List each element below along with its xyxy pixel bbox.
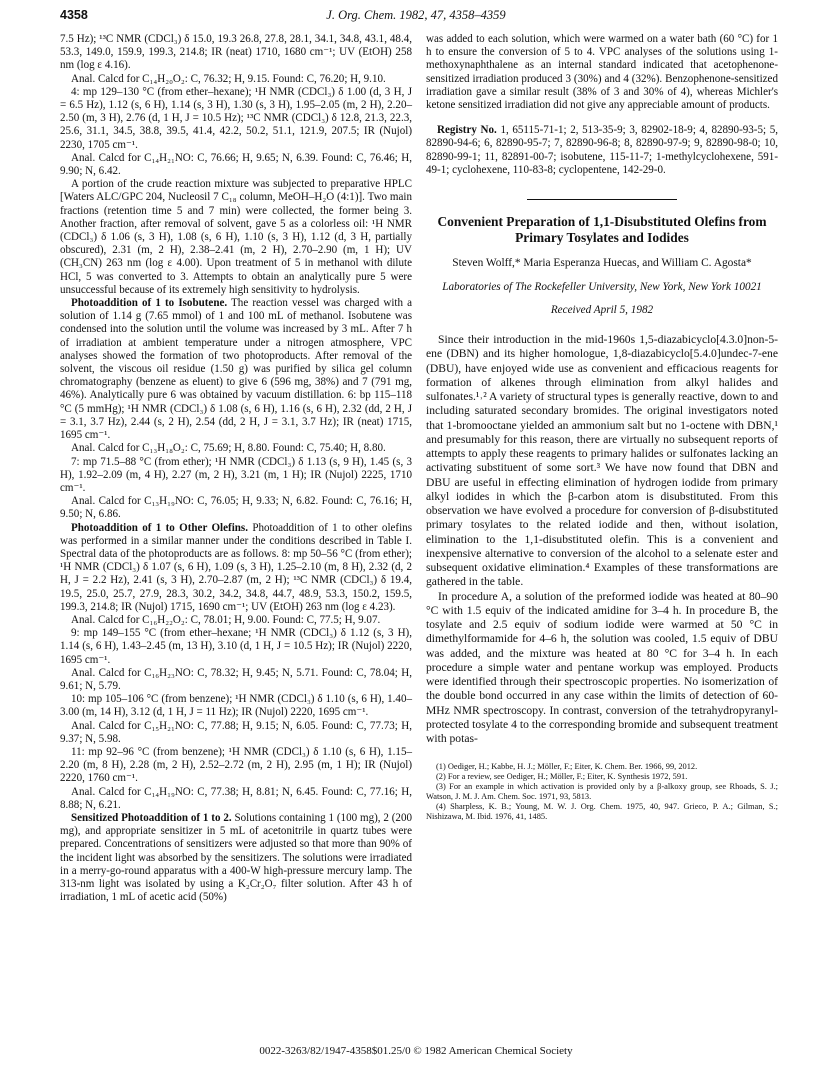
section-heading: Photoaddition of 1 to Other Olefins. <box>71 521 248 534</box>
paragraph: 11: mp 92–96 °C (from benzene); ¹H NMR (CDCl₃) δ 1.10 (s, 6 H), 1.15–2.20 (m, 8 H), 2.28 (m, 2 H), 2.52–2.72 (m, 2 H), 2.95 (m, 1 H); IR (Nujol) 2220, 1760 cm⁻¹. <box>60 745 412 785</box>
section-paragraph <box>60 812 412 904</box>
article-authors: Steven Wolff,* Maria Esperanza Huecas, and William C. Agosta* <box>452 257 752 270</box>
section-text: Solutions containing 1 (100 mg), 2 (200 mg), and appropriate sensitizer in 5 mL of acetonitrile in quartz tubes were prepared. Concentrations of sensitizers were adjusted so that more than 90% of the incident light was absorbed by the sensitizers. The solutions were irradiated in a merry-go-round apparatus with a 400-W high-pressure mercury lamp. The 313-nm light was isolated by using a K₂Cr₂O₇ filter solution. After 43 h of irradiation, 1 mL of acetic acid (50%) <box>60 811 412 904</box>
paragraph: 10: mp 105–106 °C (from benzene); ¹H NMR (CDCl₃) δ 1.10 (s, 6 H), 1.40–3.00 (m, 14 H), 3.12 (d, 1 H, J = 11 Hz); IR (Nujol) 2220, 1695 cm⁻¹. <box>60 693 412 719</box>
paragraph: Anal. Calcd for C₁₄H₁₉NO: C, 77.38; H, 8.81; N, 6.45. Found: C, 77.16; H, 8.88; N, 6.21. <box>60 785 412 811</box>
page-number: 4358 <box>60 8 88 22</box>
article-body <box>426 333 778 746</box>
paragraph: Anal. Calcd for C₁₄H₂₁NO: C, 76.66; H, 9.65; N, 6.39. Found: C, 76.46; H, 9.90; N, 6.42. <box>60 151 412 178</box>
paragraph: Anal. Calcd for C₁₅H₂₁NO: C, 77.88; H, 9.15; N, 6.05. Found: C, 77.73; H, 9.37; N, 5.98. <box>60 719 412 745</box>
paragraph: Anal. Calcd for C₁₃H₁₉NO: C, 76.05; H, 9.33; N, 6.82. Found: C, 76.16; H, 9.50; N, 6.86. <box>60 495 412 521</box>
registry-numbers <box>426 124 778 177</box>
article-title: Convenient Preparation of 1,1-Disubstituted Olefins from Primary Tosylates and Iodides <box>437 214 767 246</box>
footnote: (4) Sharpless, K. B.; Young, M. W. J. Org. Chem. 1975, 40, 947. Grieco, P. A.; Gilman, S.; Nishizawa, M. Ibid. 1976, 41, 1485. <box>426 802 778 822</box>
received-date: Received April 5, 1982 <box>550 304 654 317</box>
paragraph: was added to each solution, which were warmed on a water bath (60 °C) for 1 h to ensure the conversion of 5 to 4. VPC analyses of the solutions using 1-methoxynaphthalene as an internal standard indicated that acetophenone-sensitized irradiation produced 3 (30%) and 4 (32%). Benzophenone-sensitized irradiation gave a similar result (38% of 3 and 30% of 4), whereas Michler's ketone sensitized irradiation did not give any appreciable amount of products. <box>426 33 778 112</box>
footnote: (1) Oediger, H.; Kabbe, H. J.; Möller, F.; Eiter, K. Chem. Ber. 1966, 99, 2012. <box>436 762 698 772</box>
registry-label: Registry No. <box>437 124 497 137</box>
paragraph: Anal. Calcd for C₁₄H₂₀O₂: C, 76.32; H, 9.15. Found: C, 76.20; H, 9.10. <box>71 72 386 85</box>
footnote: (2) For a review, see Oediger, H.; Möller, F.; Eiter, K. Synthesis 1972, 591. <box>436 772 688 782</box>
running-header <box>60 8 772 28</box>
paragraph: In procedure A, a solution of the preformed iodide was heated at 80–90 °C with 1.5 equiv of the indicated amidine for 3–4 h. In procedure B, the tosylate and 2.5 equiv of sodium iodide were warmed at 50 °C in dimethylformamide for 4–6 h, the solution was cooled, 1.5 equiv of DBU was added, and the mixture was heated at 80 °C for 3–4 h. In each procedure a simple water and pentane workup was employed. Products were identified through their spectroscopic properties. No isomerization of the double bond occurred in any case within the limits of detection of 60-MHz NMR spectroscopy. In contrast, conversion of the tetrahydropyranyl-protected tosylate 4 to the corresponding bromide and subsequent treatment with potas- <box>426 589 778 746</box>
section-heading: Sensitized Photoaddition of 1 to 2. <box>71 811 232 824</box>
footnotes <box>426 762 778 822</box>
article-affiliation: Laboratories of The Rockefeller University, New York, New York 10021 <box>442 281 762 294</box>
paragraph: Anal. Calcd for C₁₆H₂₃NO: C, 78.32; H, 9.45; N, 5.71. Found: C, 78.04; H, 9.61; N, 5.79. <box>60 666 412 692</box>
paragraph: 7: mp 71.5–88 °C (from ether); ¹H NMR (CDCl₃) δ 1.13 (s, 9 H), 1.45 (s, 3 H), 1.92–2.09 (m, 4 H), 2.27 (m, 2 H), 3.21 (m, 1 H); IR (Nujol) 2225, 1710 cm⁻¹. <box>60 455 412 494</box>
paragraph: Since their introduction in the mid-1960s 1,5-diazabicyclo[4.3.0]non-5-ene (DBN) and its higher homologue, 1,8-diazabicyclo[5.4.0]undec-7-ene (DBU), have enjoyed wide use as convenient and efficacious reagents for formation of alkenes through elimination from alkyl halides and sulfonates.¹˒² A variety of structural types is generally reactive, down to and including saturated secondary bromides. The original investigators noted that 1-bromooctane yielded an ammonium salt but no 1-octene with DBN,¹ and presumably for this reason, there are virtually no subsequent reports of attempts to apply these reagents to primary halides or sulfonates lacking an activating substituent of some sort.³ We have now found that DBN and DBU are useful in effecting elimination of hydrogen iodide from primary alkyl iodides in which the β-carbon atom is disubstituted. From this observation we have evolved a procedure for conversion of β-disubstituted primary tosylates to the related iodide and then, without isolation, elimination to the 1,1-disubstituted olefin. This is a convenient and inexpensive alternative to conversion of the alcohol to a selenate ester and subsequent oxidative elimination.⁴ Examples of these transformations are gathered in the table. <box>426 333 778 589</box>
paragraph: 4: mp 129–130 °C (from ether–hexane); ¹H NMR (CDCl₃) δ 1.00 (d, 3 H, J = 6.5 Hz), 1.12 (s, 6 H), 1.14 (s, 3 H), 1.30 (s, 3 H), 1.95–2.05 (m, 2 H), 2.20–2.50 (m, 3 H), 2.76 (d, 1 H, J = 10.5 Hz); ¹³C NMR (CDCl₃) δ 12.8, 21.3, 22.3, 25.6, 31.1, 34.5, 38.8, 39.5, 41.4, 42.2, 50.2, 51.1, 121.9, 207.5; IR (Nujol) 2230, 1705 cm⁻¹. <box>60 85 412 151</box>
paragraph: Anal. Calcd for C₁₆H₂₂O₂: C, 78.01; H, 9.00. Found: C, 77.5; H, 9.07. <box>71 613 381 626</box>
journal-citation: J. Org. Chem. 1982, 47, 4358–4359 <box>326 8 506 22</box>
section-text: Photoaddition of 1 to other olefins was performed in a similar manner under the conditions described in Table I. Spectral data of the photoproducts are as follows. 8: mp 50–56 °C (from ether); ¹H NMR (CDCl₃) δ 1.07 (s, 6 H), 1.09 (s, 3 H), 1.25–2.10 (m, 8 H), 2.32 (d, 2 H, J = 2.2 Hz), 2.41 (s, 3 H), 2.70–2.87 (m, 2 H); ¹³C NMR (CDCl₃) δ 19.4, 19.5, 25.0, 25.7, 27.9, 28.3, 30.2, 34.2, 34.8, 44.7, 48.9, 53.3, 150.2, 159.5, 199.3, 214.8; IR (Nujol) 1715, 1690 cm⁻¹; UV (EtOH) 263 nm (log ε 4.23). <box>60 521 412 613</box>
section-paragraph <box>60 297 412 442</box>
registry-text: 1, 65115-71-1; 2, 513-35-9; 3, 82902-18-9; 4, 82890-93-5; 5, 82890-94-6; 6, 82890-95-7; 7, 82890-96-8; 8, 82890-97-9; 9, 82890-98-0; 10, 82890-99-1; 11, 82891-00-7; isobutene, 115-11-7; 1-methylcyclohexene, 591-49-1; cyclohexene, 110-83-8; cyclopentene, 142-29-0. <box>426 124 779 176</box>
paragraph: A portion of the crude reaction mixture was subjected to preparative HPLC [Waters ALC/GPC 204, Nucleosil 7 C₁₈ column, MeOH–H₂O (4:1)]. Two main fractions (retention time 5 and 7 min) were collected, the former being 3. Another fraction, after removal of solvent, gave 5 as a colorless oil: ¹H NMR (CDCl₃) δ 1.06 (s, 3 H), 1.08 (s, 6 H), 1.10 (s, 3 H), 1.12 (d, 3 H, partially obscured), 2.31 (m, 2 H), 2.38–2.41 (m, 2 H), 2.70–2.90 (m, 1 H); UV (CH₃CN) 263 nm (log ε 4.00). Upon treatment of 5 in methanol with dilute HCl, 5 was converted to 3. Attempts to obtain an analytically pure 5 were unsuccessful because of its extremely high sensitivity to hydrolysis. <box>60 178 412 296</box>
paragraph: Anal. Calcd for C₁₃H₁₈O₂: C, 75.69; H, 8.80. Found: C, 75.40; H, 8.80. <box>71 442 386 455</box>
paragraph: 7.5 Hz); ¹³C NMR (CDCl₃) δ 15.0, 19.3 26.8, 27.8, 28.1, 34.1, 34.8, 43.1, 48.4, 53.3, 149.0, 159.9, 199.3, 214.8; IR (neat) 1710, 1680 cm⁻¹; UV (EtOH) 258 nm (log ε 4.16). <box>60 33 412 72</box>
paragraph: 9: mp 149–155 °C (from ether–hexane; ¹H NMR (CDCl₃) δ 1.12 (s, 3 H), 1.14 (s, 6 H), 1.43–2.45 (m, 13 H), 3.10 (d, 1 H, J = 10.5 Hz); IR (Nujol) 2220, 1695 cm⁻¹. <box>60 627 412 666</box>
section-paragraph <box>60 522 412 614</box>
section-divider <box>527 199 677 200</box>
page-footer: 0022-3263/82/1947-4358$01.25/0 © 1982 American Chemical Society <box>259 1045 573 1057</box>
right-column <box>426 33 778 1043</box>
left-column <box>60 33 412 1043</box>
section-heading: Photoaddition of 1 to Isobutene. <box>71 297 228 310</box>
section-text: The reaction vessel was charged with a solution of 1.14 g (7.65 mmol) of 1 and 100 mL of methanol. Isobutene was condensed into the solution until the volume was increased by 3 mL. After 7 h of irradiation at ambient temperature under a nitrogen atmosphere, VPC analyses showed the formation of two photoproducts. After removal of the solvent, the viscous oil residue (1.50 g) was purified by silica gel column chromatography (benzene as eluent) to give 6 (596 mg, 38%) and 7 (791 mg, 46%). Analytically pure 6 was obtained by vacuum distillation. 6: bp 115–118 °C (5 mmHg); ¹H NMR (CDCl₃) δ 1.08 (s, 6 H), 1.16 (s, 6 H), 2.32 (dd, 2 H, J = 3.1, 3.7 Hz), 2.44 (s, 2 H), 2.54 (dd, 2 H, J = 3.1, 3.7 Hz); IR (neat) 1715, 1695 cm⁻¹. <box>60 297 412 442</box>
footnote: (3) For an example in which activation is provided only by a β-alkoxy group, see Rhoads, S. J.; Watson, J. M. J. Am. Chem. Soc. 1971, 93, 5813. <box>426 782 778 802</box>
